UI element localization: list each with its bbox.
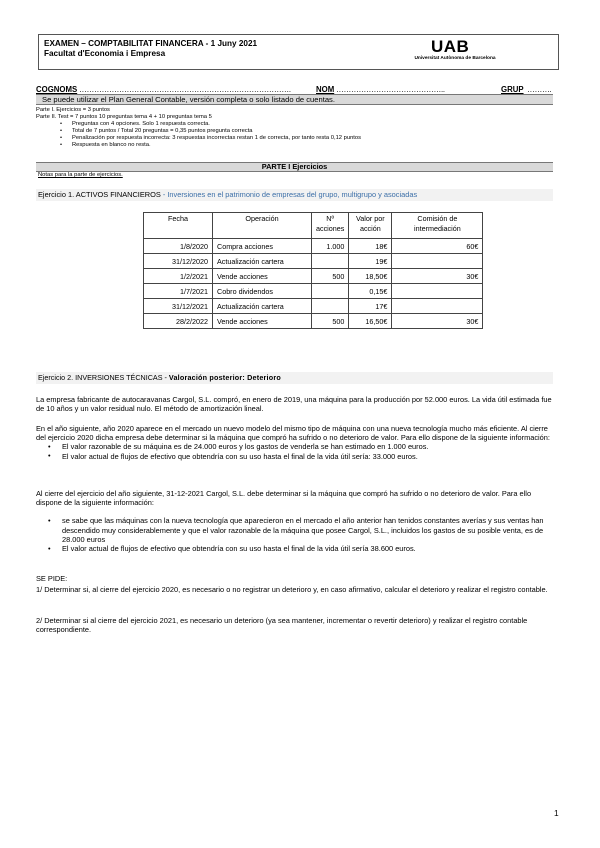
instructions [36, 107, 556, 149]
cell-valor: 19€ [349, 254, 392, 269]
paragraph-2-list [48, 442, 556, 460]
list-item: • El valor razonable de su máquina es de 24.000 euros y los gastos de venderla se han estimado en 1.000 euros. [48, 442, 556, 451]
question-1: 1/ Determinar si, al cierre del ejercicio 2020, es necesario o no registrar un deterioro y, en caso afirmativo, calcular el deterioro y realizar el registro contable. [36, 585, 548, 594]
list-item: • Penalización por respuesta incorrecta: 3 respuestas incorrectas restan 1 de correcta, por tanto resta 0,12 puntos [60, 135, 556, 142]
cell-operacion: Actualización cartera [213, 254, 312, 269]
instructions-part2: Parte II. Test = 7 puntos 10 preguntas tema 4 + 10 preguntas tema 5 [36, 114, 212, 120]
uab-logo [400, 38, 510, 66]
col-operacion: Operación [213, 213, 312, 239]
cognoms-dots: …………………………………………………………………………. [79, 85, 291, 94]
cell-fecha: 31/12/2020 [144, 254, 213, 269]
list-item: • Respuesta en blanco no resta. [60, 142, 556, 149]
exercise-2-title: Ejercicio 2. INVERSIONES TÉCNICAS - [38, 373, 169, 382]
cell-comision: 60€ [392, 239, 483, 254]
cell-acciones [312, 254, 349, 269]
list-item: • Preguntas con 4 opciones. Solo 1 respuesta correcta. [60, 121, 556, 128]
exercise-2-heading [36, 372, 553, 384]
question-2: 2/ Determinar si al cierre del ejercicio 2021, es necesario un deterioro (ya sea mantener, incrementar o revertir deterioro) y realizar el registro contable correspondiente. [36, 616, 528, 635]
cell-operacion: Vende acciones [213, 314, 312, 329]
col-valor: Valor por acción [349, 213, 392, 239]
cell-fecha: 1/8/2020 [144, 239, 213, 254]
cell-valor: 17€ [349, 299, 392, 314]
list-item: • se sabe que las máquinas con la nueva tecnología que aparecieron en el mercado el año anterior han tenidos constantes averías y sus ventas han descendido muy considerablemente y que el valor razonable de la máquina que posee Cargol, S.L., incluidos los gastos de su posible venta, es de 28.000 euros [48, 516, 556, 544]
cell-operacion: Compra acciones [213, 239, 312, 254]
cell-comision [392, 254, 483, 269]
cell-comision: 30€ [392, 269, 483, 284]
paragraph-text: En el año siguiente, año 2020 aparece en el mercado un nuevo modelo del mismo tipo de máquina con una nueva tecnología mucho más eficiente. Al cierre del ejercicio 2020 dicha empresa debe determinar si la máquina que compró ha sufrido o no deterioro de valor. Para ello dispone de la siguiente información: [36, 424, 550, 443]
notes-label: Notas para la parte de ejercicios. [38, 172, 123, 178]
list-item: • El valor actual de flujos de efectivo que obtendría con su uso hasta el final de la vida útil sería 38.600 euros. [48, 544, 556, 553]
cell-comision: 30€ [392, 314, 483, 329]
col-acciones: Nº acciones [312, 213, 349, 239]
exercise-2-paragraph-2 [36, 424, 556, 461]
exercise-2-paragraph-1: La empresa fabricante de autocaravanas Cargol, S.L. compró, en enero de 2019, una máquina para la producción por 52.000 euros. La vida útil estimada fue de 10 años y un valor residual nulo. El método de amortización lineal. [36, 395, 552, 414]
cell-acciones: 500 [312, 269, 349, 284]
cell-acciones: 500 [312, 314, 349, 329]
cell-operacion: Vende acciones [213, 269, 312, 284]
cognoms-label: COGNOMS [36, 85, 78, 94]
cell-fecha: 31/12/2021 [144, 299, 213, 314]
cell-operacion: Cobro dividendos [213, 284, 312, 299]
table-row [144, 254, 483, 269]
list-item: • Total de 7 puntos / Total 20 preguntas = 0,35 puntos pregunta correcta [60, 128, 556, 135]
table-row [144, 284, 483, 299]
cell-comision [392, 299, 483, 314]
cell-valor: 16,50€ [349, 314, 392, 329]
exercise-1-title: Ejercicio 1. ACTIVOS FINANCIEROS [38, 190, 161, 199]
cell-acciones [312, 299, 349, 314]
se-pide-label: SE PIDE: [36, 574, 68, 583]
list-item: • El valor actual de flujos de efectivo que obtendría con su uso hasta el final de la vida útil sería: 33.000 euros. [48, 452, 556, 461]
grup-dots: ………. [527, 85, 552, 94]
table-row [144, 239, 483, 254]
table-row [144, 299, 483, 314]
cell-acciones: 1.000 [312, 239, 349, 254]
cell-fecha: 1/2/2021 [144, 269, 213, 284]
table-row [144, 314, 483, 329]
nom-label: NOM [316, 85, 335, 94]
exercise-2-paragraph-3 [36, 489, 556, 553]
paragraph-text: Al cierre del ejercicio del año siguiente, 31-12-2021 Cargol, S.L. debe determinar si la máquina que compró ha sufrido o no deterioro de valor. Para ello dispone de la siguiente información: [36, 489, 532, 508]
exercise-2-subtitle: Valoración posterior: Deterioro [168, 373, 281, 382]
instructions-part1: Parte I. Ejercicios = 3 puntos [36, 107, 110, 113]
table-header-row [144, 213, 483, 239]
instructions-list [60, 121, 556, 149]
logo-text: Universitat Autònoma de Barcelona [414, 56, 496, 61]
cell-acciones [312, 284, 349, 299]
col-comision: Comisión de intermediación [392, 213, 483, 239]
cell-valor: 0,15€ [349, 284, 392, 299]
exercise-1-heading [36, 189, 553, 201]
faculty-name: Facultat d'Economia i Empresa [44, 49, 166, 58]
nom-dots: …………………………………….. [336, 85, 445, 94]
parte-title: PARTE I Ejercicios [36, 162, 553, 172]
cell-comision [392, 284, 483, 299]
paragraph-3-list [48, 516, 556, 553]
transactions-table [143, 212, 483, 329]
cell-fecha: 28/2/2022 [144, 314, 213, 329]
logo-mark: UAB [431, 37, 470, 56]
cell-valor: 18,50€ [349, 269, 392, 284]
table-row [144, 269, 483, 284]
col-fecha: Fecha [144, 213, 213, 239]
grup-label: GRUP [501, 85, 524, 94]
cell-fecha: 1/7/2021 [144, 284, 213, 299]
exam-title: EXAMEN – COMPTABILITAT FINANCERA - 1 Juny 2021 [44, 39, 258, 48]
page-number: 1 [554, 808, 559, 818]
notice-bar: Se puede utilizar el Plan General Contable, versión completa o solo listado de cuentas. [36, 94, 553, 105]
cell-valor: 18€ [349, 239, 392, 254]
cell-operacion: Actualización cartera [213, 299, 312, 314]
exercise-1-subtitle: - Inversiones en el patrimonio de empresas del grupo, multigrupo y asociadas [160, 190, 418, 199]
